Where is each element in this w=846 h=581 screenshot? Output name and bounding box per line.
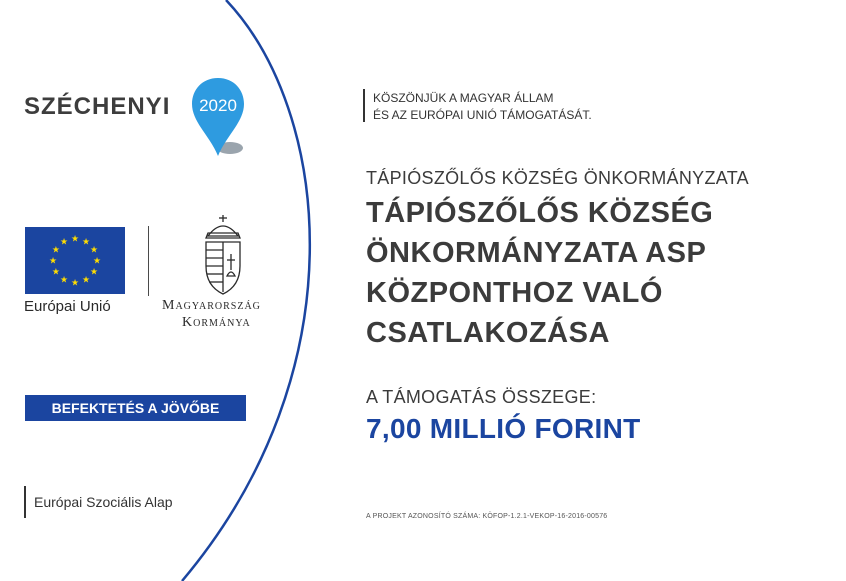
eu-label: Európai Unió (24, 298, 111, 315)
beneficiary-name: TÁPIÓSZŐLŐS KÖZSÉG ÖNKORMÁNYZATA (366, 168, 749, 188)
eu-star-icon: ★ (81, 236, 91, 247)
support-label: A TÁMOGATÁS ÖSSZEGE: (366, 387, 597, 407)
eu-star-icon: ★ (51, 244, 60, 255)
eu-star-icon: ★ (92, 255, 102, 266)
szechenyi-2020-pin-icon (190, 76, 246, 158)
investment-badge: BEFEKTETÉS A JÖVŐBE (25, 395, 246, 421)
eu-star-icon: ★ (90, 244, 99, 255)
fund-label: Európai Szociális Alap (34, 494, 173, 510)
eu-flag-icon (25, 227, 125, 294)
eu-star-icon: ★ (70, 233, 80, 244)
logo-divider (148, 226, 149, 296)
eu-star-icon: ★ (90, 266, 99, 277)
szechenyi-logo-text: SZÉCHENYI (24, 93, 171, 120)
eu-star-icon: ★ (51, 266, 60, 277)
fund-divider (24, 486, 26, 518)
eu-star-icon: ★ (70, 277, 80, 288)
eu-star-icon: ★ (59, 236, 69, 247)
coat-of-arms-icon (198, 214, 248, 296)
support-amount: 7,00 MILLIÓ FORINT (366, 413, 641, 444)
eu-star-icon: ★ (81, 274, 91, 285)
project-title: TÁPIÓSZŐLŐS KÖZSÉG ÖNKORMÁNYZATA ASP KÖZPONTHOZ VALÓ CSATLAKOZÁSA (366, 197, 714, 349)
thanks-line1: KÖSZÖNJÜK A MAGYAR ÁLLAM (373, 91, 554, 105)
thanks-divider (363, 89, 365, 122)
eu-star-icon: ★ (59, 274, 69, 285)
thanks-line2: ÉS AZ EURÓPAI UNIÓ TÁMOGATÁSÁT. (373, 108, 592, 122)
project-id: A PROJEKT AZONOSÍTÓ SZÁMA: KÖFOP-1.2.1-VEKOP-16-2016-00576 (366, 513, 608, 520)
government-label-line1: Magyarország (162, 298, 261, 313)
logo-year: 2020 (199, 96, 237, 115)
eu-star-icon: ★ (48, 255, 58, 266)
government-label-line2: Kormánya (182, 315, 251, 330)
